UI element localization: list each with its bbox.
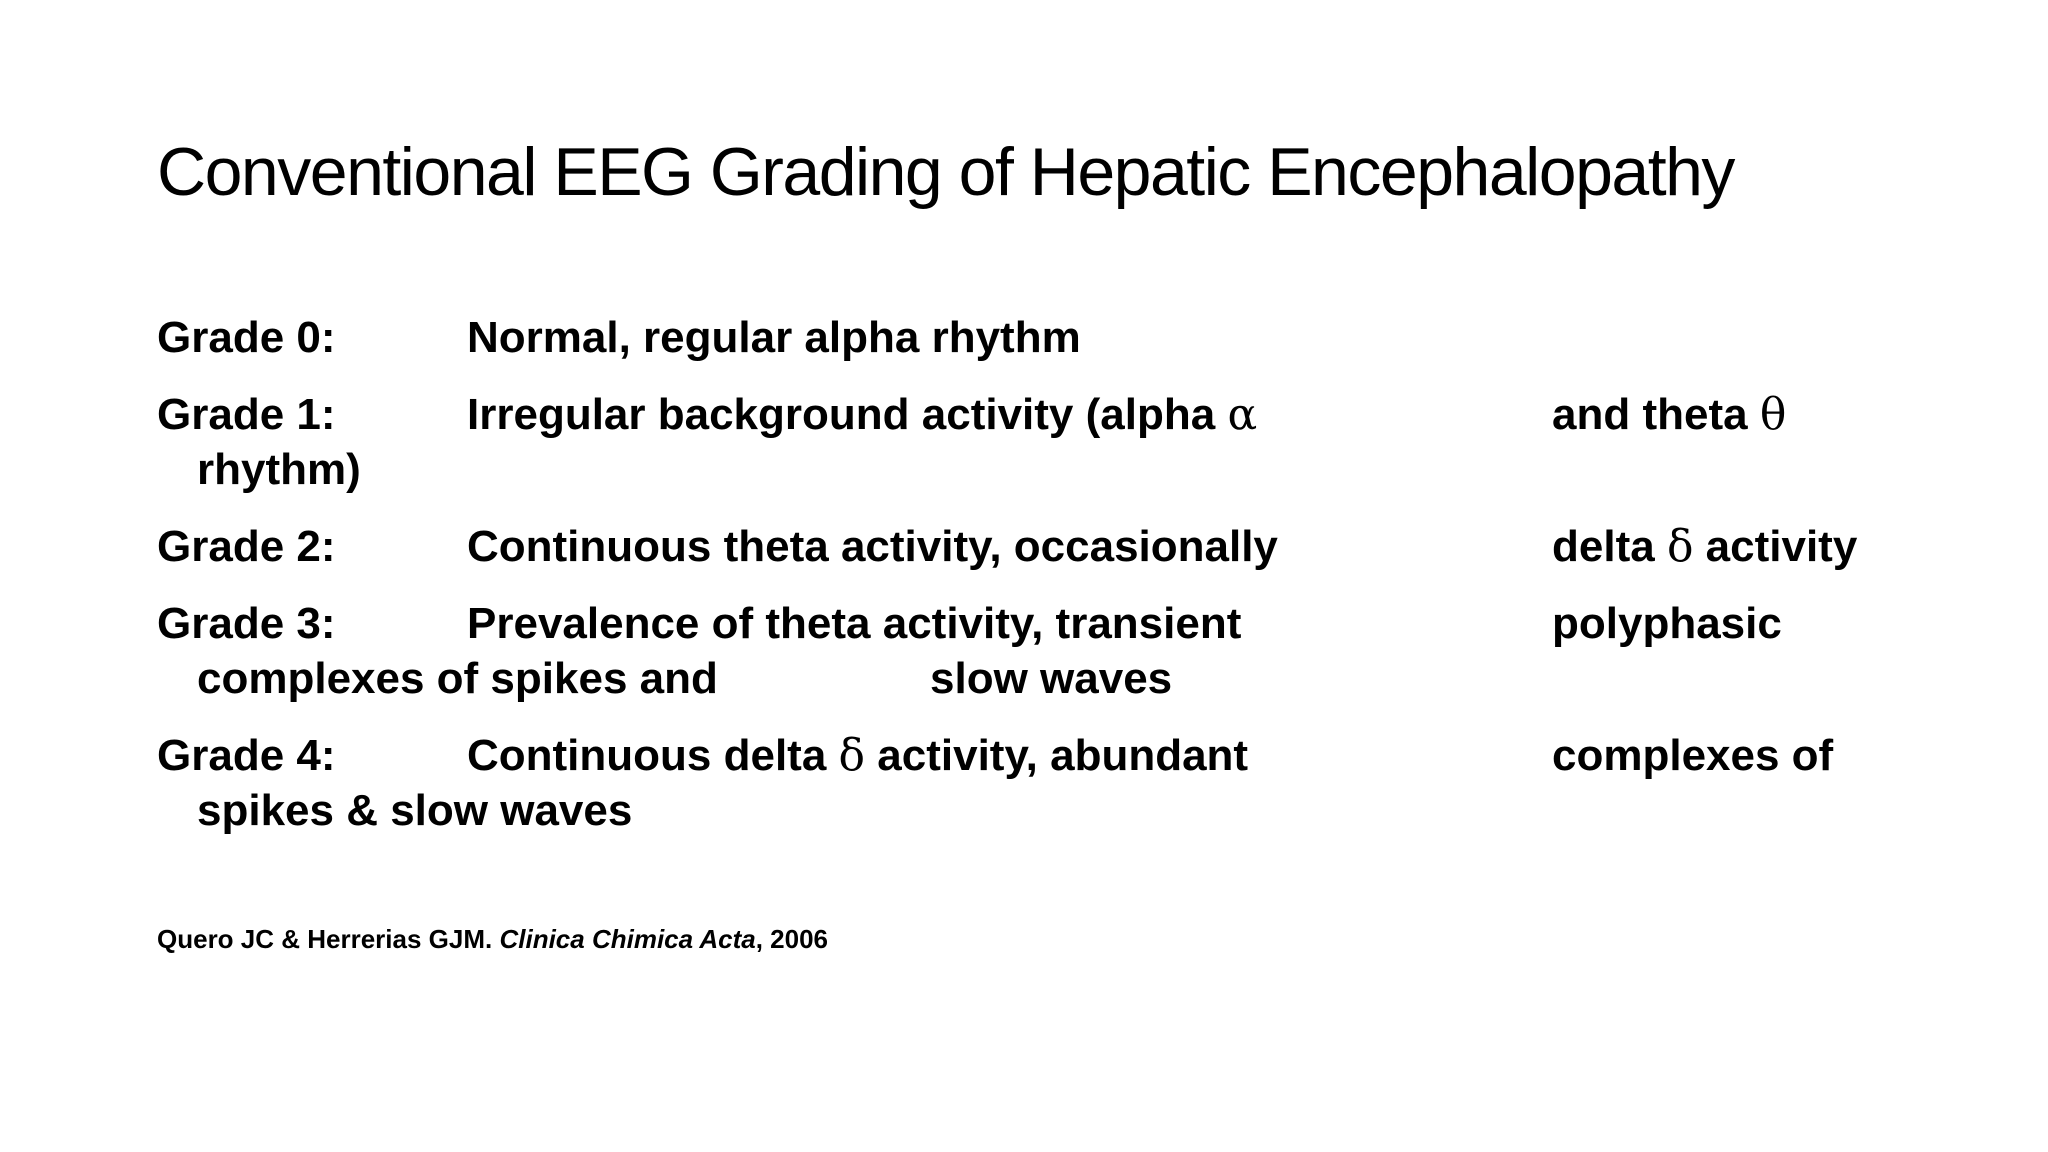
theta-symbol: θ [1759,389,1787,440]
citation-authors: Quero JC & Herrerias GJM. [157,924,493,954]
citation-year: , 2006 [755,924,828,954]
grade-label: Grade 0: [157,313,336,362]
grade-description-right: complexes of [1552,731,1834,780]
grade-label: Grade 2: [157,522,336,571]
grade-description: Continuous theta activity, occasionally [467,522,1278,571]
grade-description [467,728,1248,783]
grade-item-2 [157,519,1957,574]
grade-label: Grade 3: [157,599,336,648]
alpha-symbol: α [1227,389,1258,440]
citation [157,922,828,956]
grade-item-3 [157,596,1957,706]
grade-list [157,310,1957,860]
delta-symbol: δ [838,730,866,781]
slide-title: Conventional EEG Grading of Hepatic Encephalopathy [157,134,1734,210]
grade-item-1 [157,387,1957,497]
grade-item-4 [157,728,1957,838]
grade-description-right [1552,387,1786,442]
grade-description-text-2: activity, abundant [877,731,1249,780]
grade-item-0 [157,310,1957,365]
grade-continuation: spikes & slow waves [197,786,633,835]
citation-journal: Clinica Chimica Acta [499,924,756,954]
grade-description-text: Continuous delta [467,731,827,780]
delta-symbol: δ [1666,521,1694,572]
grade-description [467,387,1257,442]
grade-continuation: complexes of spikes and [197,654,718,703]
grade-continuation-2: slow waves [930,654,1173,703]
grade-label: Grade 1: [157,390,336,439]
grade-description-right-text-2: activity [1705,522,1858,571]
grade-description-right-text: delta [1552,522,1655,571]
grade-description-right [1552,519,1857,574]
grade-description-right-text: and theta [1552,390,1748,439]
grade-description-right: polyphasic [1552,599,1782,648]
grade-label: Grade 4: [157,731,336,780]
grade-continuation: rhythm) [197,445,361,494]
grade-description-text: Irregular background activity (alpha [467,390,1216,439]
grade-description: Prevalence of theta activity, transient [467,599,1242,648]
grade-description: Normal, regular alpha rhythm [467,313,1081,362]
